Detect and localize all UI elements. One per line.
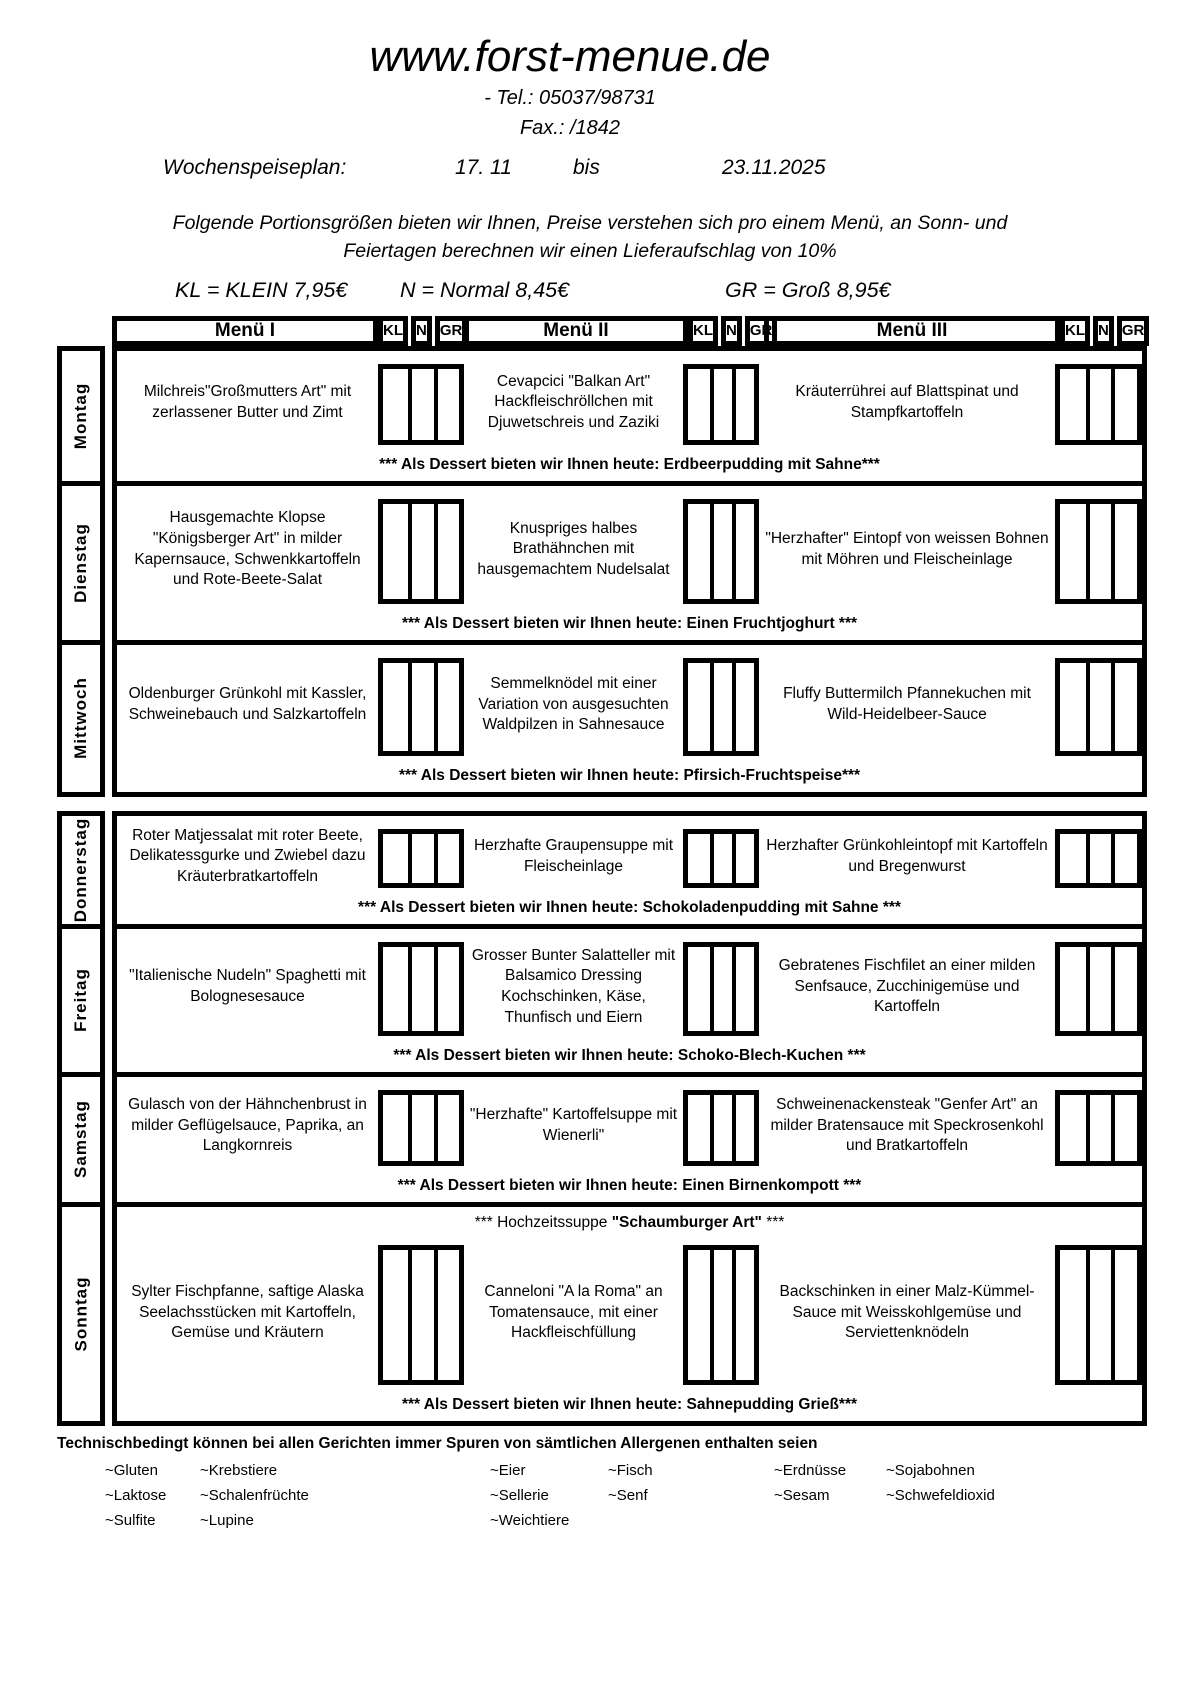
menu-3-kl-quantity-box[interactable] [1060,663,1086,751]
special-soup-line [117,1207,1142,1232]
allergen-item: ~Sesam [774,1486,830,1504]
day-label: Sonntag [71,1276,90,1352]
allergen-item: ~Eier [490,1461,526,1479]
menu-2-description: Knuspriges halbes Brathähnchen mit hausgemachtem Nudelsalat [477,519,670,578]
size-header-kl: KL [1060,316,1090,346]
menu-2-description: Cevapcici "Balkan Art" Hackfleischröllchen mit Djuwetschreis und Zaziki [487,372,660,431]
menus-row [117,1232,1142,1395]
column-gap [105,1077,112,1207]
allergen-item: ~Sulfite [105,1511,156,1529]
phone-line: - Tel.: 05037/98731 [484,87,656,110]
column-gap [105,1207,112,1426]
allergen-row-2 [57,1487,1147,1512]
day-label-cell [57,645,105,797]
menu-2-size-boxes [683,942,759,1036]
menu-1-n-quantity-box[interactable] [408,1095,433,1161]
size-header-gr: GR [745,316,778,346]
menu-2-gr-quantity-box[interactable] [732,663,754,751]
menu-1-gr-quantity-box[interactable] [434,504,459,599]
menu-1-size-boxes [378,658,464,756]
menu-3-description: Herzhafter Grünkohleintopf mit Kartoffeln und Bregenwurst [766,836,1048,875]
weekly-menu-table [57,316,1147,1426]
menu-3-size-boxes [1055,1245,1142,1385]
menu-3-size-boxes [1055,1090,1142,1166]
day-label: Donnerstag [71,817,90,922]
menu-3-description: Backschinken in einer Malz-Kümmel-Sauce mit Weisskohlgemüse und Serviettenknödeln [779,1283,1035,1342]
menu-2-kl-quantity-box[interactable] [688,1095,710,1161]
menu-2-kl-quantity-box[interactable] [688,504,710,599]
menu-3-size-boxes [1055,942,1142,1036]
special-title: "Schaumburger Art" [611,1213,762,1231]
menu-2-size-boxes [683,658,759,756]
menu-2-n-quantity-box[interactable] [710,947,732,1031]
week-plan-to-date: 23.11.2025 [722,156,826,180]
column-gap [105,486,112,645]
menu-2-gr-quantity-box[interactable] [732,947,754,1031]
menus-row [117,929,1142,1046]
day-content [112,1207,1147,1426]
special-prefix: *** Hochzeitssuppe [474,1213,612,1231]
menu-3-n-quantity-box[interactable] [1086,1095,1112,1161]
allergen-item: ~Senf [608,1486,648,1504]
dessert-line: *** Als Dessert bieten wir Ihnen heute: Pfirsich-Fruchtspeise*** [398,766,861,784]
menu-1-n-quantity-box[interactable] [408,1250,433,1380]
day-label-cell [57,811,105,929]
day-label: Dienstag [71,522,91,603]
menu-3-n-quantity-box[interactable] [1086,834,1112,883]
day-row-donnerstag [57,811,1147,929]
menu-2-description: Herzhafte Graupensuppe mit Fleischeinlage [473,836,674,875]
menu-3-n-quantity-box[interactable] [1086,369,1112,440]
menus-row [117,645,1142,766]
allergen-item: ~Laktose [105,1486,167,1504]
size-header-kl: KL [688,316,718,346]
menu-1-description: Sylter Fischpfanne, saftige Alaska Seelachsstücken mit Kartoffeln, Gemüse und Kräutern [131,1283,364,1342]
allergen-item: ~Erdnüsse [774,1461,847,1479]
menu-1-kl-quantity-box[interactable] [383,834,408,883]
allergen-item: ~Krebstiere [200,1461,278,1479]
week-plan-label: Wochenspeiseplan: [163,156,347,180]
menu-1-size-boxes [378,1090,464,1166]
menu-2-kl-quantity-box[interactable] [688,834,710,883]
menu-2-size-boxes [683,829,759,888]
allergen-row-3 [57,1512,1147,1537]
day-content [112,486,1147,645]
menu-3-kl-quantity-box[interactable] [1060,947,1086,1031]
menu-1-description: Gulasch von der Hähnchenbrust in milder Geflügelsauce, Paprika, an Langkornreis [128,1096,367,1155]
letterhead [0,0,1140,140]
day-label: Montag [71,382,90,449]
menu-3-gr-quantity-box[interactable] [1111,663,1137,751]
portion-note-line-1: Folgende Portionsgrößen bieten wir Ihnen, Preise verstehen sich pro einem Menü, an Sonn- und [172,212,1008,235]
menu-3-kl-quantity-box[interactable] [1060,504,1086,599]
menu-2-kl-quantity-box[interactable] [688,369,710,440]
menu-block-2 [57,811,1147,1426]
menu-3-size-boxes [1055,499,1142,604]
menu-1-n-quantity-box[interactable] [408,834,433,883]
allergen-item: ~Schwefeldioxid [886,1486,995,1504]
menu-2-size-headers [688,316,773,346]
day-row-freitag [57,929,1147,1077]
menu-1-gr-quantity-box[interactable] [434,834,459,883]
day-content [112,346,1147,486]
day-label-cell [57,929,105,1077]
size-header-n: N [411,316,432,346]
menu-2-size-boxes [683,1245,759,1385]
size-header-gr: GR [1117,316,1150,346]
menu-3-kl-quantity-box[interactable] [1060,1095,1086,1161]
portion-note [0,210,1180,265]
dessert-line: *** Als Dessert bieten wir Ihnen heute: Schoko-Blech-Kuchen *** [393,1046,866,1064]
menu-2-n-quantity-box[interactable] [710,1095,732,1161]
menu-2-n-quantity-box[interactable] [710,834,732,883]
allergen-row-1 [57,1462,1147,1487]
menu-2-size-boxes [683,1090,759,1166]
menu-1-n-quantity-box[interactable] [408,504,433,599]
menu-2-gr-quantity-box[interactable] [732,504,754,599]
column-gap [105,645,112,797]
dessert-line: *** Als Dessert bieten wir Ihnen heute: Einen Fruchtjoghurt *** [401,614,858,632]
table-header-row [112,316,1147,346]
day-label: Mittwoch [71,677,90,759]
menu-1-kl-quantity-box[interactable] [383,369,408,440]
menu-3-gr-quantity-box[interactable] [1111,504,1137,599]
allergen-footer [57,1435,1147,1537]
dessert-line: *** Als Dessert bieten wir Ihnen heute: Schokoladenpudding mit Sahne *** [358,898,901,916]
menu-1-gr-quantity-box[interactable] [434,947,459,1031]
day-label: Samstag [71,1100,90,1178]
column-gap [105,346,112,486]
day-row-sonntag [57,1207,1147,1426]
menus-row [117,486,1142,614]
day-content [112,811,1147,929]
menu-3-gr-quantity-box[interactable] [1111,1250,1137,1380]
size-header-n: N [721,316,742,346]
menu-2-gr-quantity-box[interactable] [732,1250,754,1380]
menu-2-n-quantity-box[interactable] [710,663,732,751]
week-plan-connector: bis [573,156,600,180]
menu-3-kl-quantity-box[interactable] [1060,369,1086,440]
menu-3-description: Gebratenes Fischfilet an einer milden Senfsauce, Zucchinigemüse und Kartoffeln [778,957,1036,1016]
day-row-mittwoch [57,645,1147,797]
menus-row [117,816,1142,898]
price-normal: N = Normal 8,45€ [400,277,570,302]
menu-3-size-boxes [1055,364,1142,445]
allergen-item: ~Gluten [105,1461,158,1479]
menu-1-description: Oldenburger Grünkohl mit Kassler, Schweinebauch und Salzkartoffeln [128,685,367,724]
menu-1-gr-quantity-box[interactable] [434,1250,459,1380]
menu-2-gr-quantity-box[interactable] [732,834,754,883]
menus-row [117,351,1142,455]
menu-3-kl-quantity-box[interactable] [1060,834,1086,883]
price-small: KL = KLEIN 7,95€ [175,277,348,302]
menu-1-n-quantity-box[interactable] [408,663,433,751]
menu-1-kl-quantity-box[interactable] [383,1095,408,1161]
menu-block-1 [57,346,1147,797]
menu-3-column-header: Menü III [764,316,1060,346]
day-content [112,645,1147,797]
menu-1-gr-quantity-box[interactable] [434,663,459,751]
menu-2-description: Canneloni "A la Roma" an Tomatensauce, mit einer Hackfleischfüllung [484,1283,663,1342]
menu-1-size-boxes [378,829,464,888]
dessert-line: *** Als Dessert bieten wir Ihnen heute: Einen Birnenkompott *** [397,1176,862,1194]
menu-2-column-header: Menü II [464,316,688,346]
allergen-item: ~Sellerie [490,1486,549,1504]
size-header-gr: GR [435,316,468,346]
size-header-n: N [1093,316,1114,346]
menu-1-column-header: Menü I [112,316,378,346]
menu-2-description: Grosser Bunter Salatteller mit Balsamico Dressing Kochschinken, Käse, Thunfisch und Eiern [471,946,676,1026]
menu-1-gr-quantity-box[interactable] [434,1095,459,1161]
menu-3-size-boxes [1055,829,1142,888]
menu-1-kl-quantity-box[interactable] [383,663,408,751]
menu-3-description: Kräuterrührei auf Blattspinat und Stampfkartoffeln [795,382,1019,421]
day-row-samstag [57,1077,1147,1207]
allergen-note: Technischbedingt können bei allen Gerichten immer Spuren von sämtlichen Allergenen enthalten seien [57,1434,818,1452]
menu-2-n-quantity-box[interactable] [710,1250,732,1380]
menu-3-size-boxes [1055,658,1142,756]
menu-3-n-quantity-box[interactable] [1086,1250,1112,1380]
menu-2-n-quantity-box[interactable] [710,369,732,440]
menu-1-size-headers [378,316,464,346]
website-title: www.forst-menue.de [369,32,771,81]
menu-3-n-quantity-box[interactable] [1086,947,1112,1031]
day-row-dienstag [57,486,1147,645]
special-suffix: *** [761,1213,785,1231]
menu-2-description: "Herzhafte" Kartoffelsuppe mit Wienerli" [469,1106,678,1145]
allergen-list [57,1462,1147,1537]
menu-2-n-quantity-box[interactable] [710,504,732,599]
day-label-cell [57,346,105,486]
dessert-line: *** Als Dessert bieten wir Ihnen heute: Sahnepudding Grieß*** [401,1395,858,1413]
week-plan-from-date: 17. 11 [455,156,512,180]
menu-2-size-boxes [683,364,759,445]
menu-3-size-headers [1060,316,1147,346]
menu-3-kl-quantity-box[interactable] [1060,1250,1086,1380]
allergen-item: ~Lupine [200,1511,254,1529]
menu-2-gr-quantity-box[interactable] [732,1095,754,1161]
menu-3-gr-quantity-box[interactable] [1111,369,1137,440]
day-label-cell [57,1077,105,1207]
menu-3-gr-quantity-box[interactable] [1111,834,1137,883]
menu-1-n-quantity-box[interactable] [408,947,433,1031]
menu-1-description: Roter Matjessalat mit roter Beete, Delikatessgurke und Zwiebel dazu Kräuterbratkartoffeln [129,826,366,885]
menu-1-size-boxes [378,364,464,445]
menu-1-kl-quantity-box[interactable] [383,504,408,599]
menu-1-n-quantity-box[interactable] [408,369,433,440]
menu-1-description: "Italienische Nudeln" Spaghetti mit Bolognesesauce [129,967,366,1006]
allergen-item: ~Fisch [608,1461,653,1479]
menu-1-size-boxes [378,499,464,604]
menu-3-description: Fluffy Buttermilch Pfannekuchen mit Wild-Heidelbeer-Sauce [783,685,1031,724]
menus-row [117,1077,1142,1176]
day-label: Freitag [71,968,90,1032]
day-label-cell [57,1207,105,1426]
menu-2-size-boxes [683,499,759,604]
price-legend [0,278,1190,310]
size-header-kl: KL [378,316,408,346]
menu-3-gr-quantity-box[interactable] [1111,947,1137,1031]
portion-note-line-2: Feiertagen berechnen wir einen Lieferaufschlag von 10% [343,239,837,262]
menu-2-kl-quantity-box[interactable] [688,1250,710,1380]
column-gap [105,811,112,929]
price-large: GR = Groß 8,95€ [725,277,891,302]
day-row-montag [57,346,1147,486]
menu-2-description: Semmelknödel mit einer Variation von ausgesuchten Waldpilzen in Sahnesauce [478,675,669,734]
menu-1-description: Milchreis"Großmutters Art" mit zerlassener Butter und Zimt [143,382,352,421]
menu-3-gr-quantity-box[interactable] [1111,1095,1137,1161]
menu-2-gr-quantity-box[interactable] [732,369,754,440]
menu-1-kl-quantity-box[interactable] [383,1250,408,1380]
menu-1-kl-quantity-box[interactable] [383,947,408,1031]
week-plan-row [0,156,1190,186]
menu-1-gr-quantity-box[interactable] [434,369,459,440]
menu-1-size-boxes [378,942,464,1036]
day-content [112,1077,1147,1207]
fax-line: Fax.: /1842 [519,117,621,140]
menu-2-kl-quantity-box[interactable] [688,947,710,1031]
menu-1-description: Hausgemachte Klopse "Königsberger Art" in milder Kapernsauce, Schwenkkartoffeln und Rote-Beete-Salat [134,509,361,589]
menu-1-size-boxes [378,1245,464,1385]
menu-2-kl-quantity-box[interactable] [688,663,710,751]
menu-3-n-quantity-box[interactable] [1086,504,1112,599]
allergen-item: ~Sojabohnen [886,1461,975,1479]
menu-3-n-quantity-box[interactable] [1086,663,1112,751]
allergen-item: ~Weichtiere [490,1511,570,1529]
menu-3-description: "Herzhafter" Eintopf von weissen Bohnen mit Möhren und Fleischeinlage [765,529,1049,568]
allergen-item: ~Schalenfrüchte [200,1486,309,1504]
menu-3-description: Schweinenackensteak "Genfer Art" an milder Bratensauce mit Speckrosenkohl und Bratkartoffeln [770,1096,1044,1155]
column-gap [105,929,112,1077]
dessert-line: *** Als Dessert bieten wir Ihnen heute: Erdbeerpudding mit Sahne*** [379,455,880,473]
day-content [112,929,1147,1077]
day-label-cell [57,486,105,645]
